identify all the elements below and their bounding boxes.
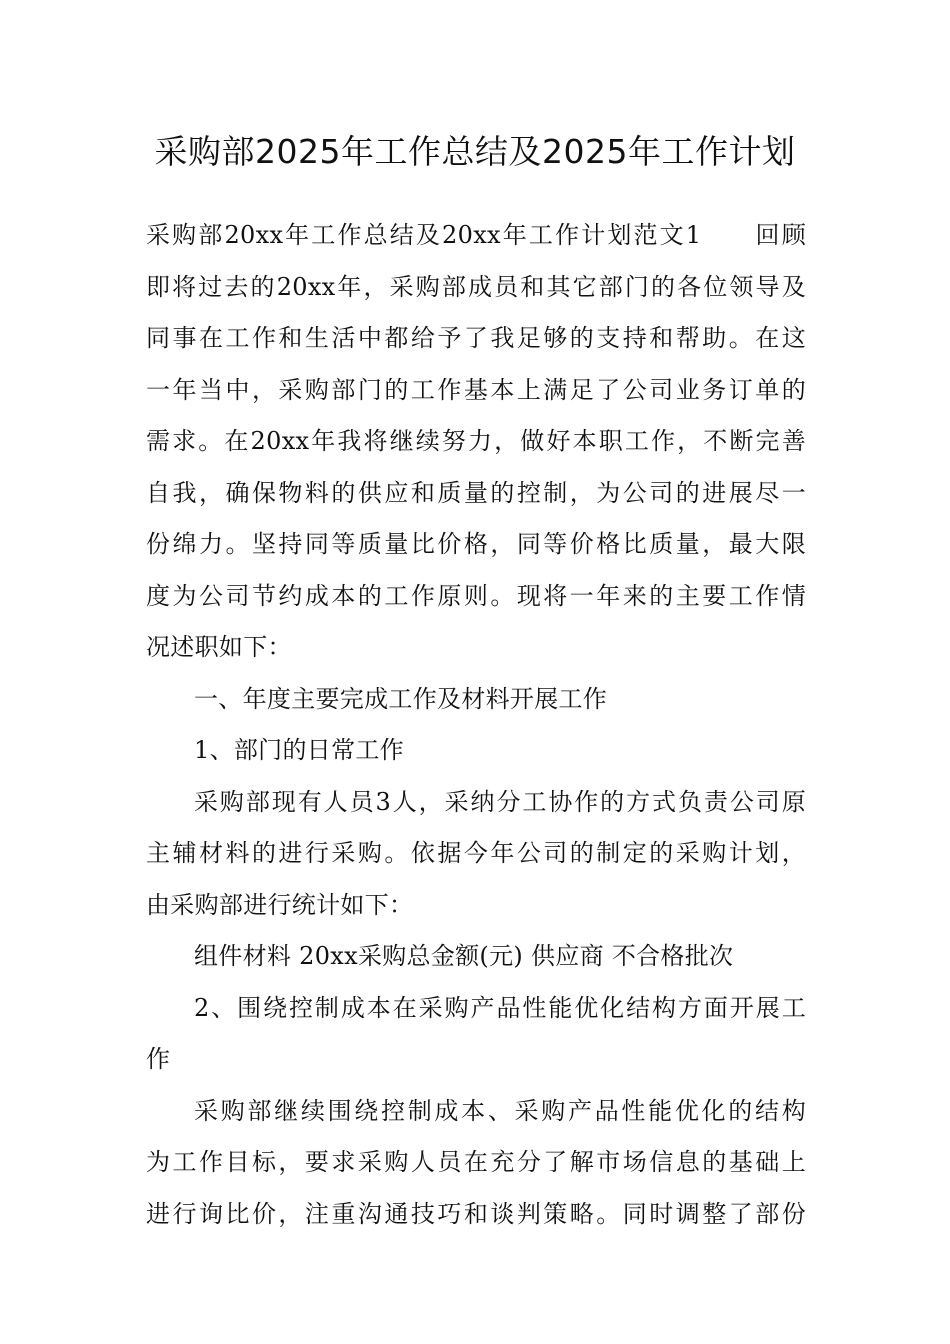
body-line: 同事在工作和生活中都给予了我足够的支持和帮助。在这	[146, 324, 806, 352]
body-line: 为工作目标，要求采购人员在充分了解市场信息的基础上	[146, 1148, 806, 1176]
body-line: 采购部20xx年工作总结及20xx年工作计划范文1 回顾	[146, 221, 806, 249]
document-body	[146, 210, 806, 1240]
body-line: 自我，确保物料的供应和质量的控制，为公司的进展尽一	[146, 478, 806, 507]
body-line: 度为公司节约成本的工作原则。现将一年来的主要工作情	[146, 581, 806, 610]
body-line: 采购部继续围绕控制成本、采购产品性能优化的结构	[194, 1096, 806, 1125]
body-line: 需求。在20xx年我将继续努力，做好本职工作，不断完善	[146, 427, 806, 455]
body-line: 采购部现有人员3人，采纳分工协作的方式负责公司原	[194, 787, 806, 816]
body-line: 况述职如下：	[146, 633, 292, 661]
body-line: 组件材料 20xx采购总金额(元) 供应商 不合格批次	[194, 942, 734, 970]
body-line: 进行询比价，注重沟通技巧和谈判策略。同时调整了部份	[146, 1199, 806, 1228]
body-line: 一、年度主要完成工作及材料开展工作	[194, 684, 608, 713]
body-line: 即将过去的20xx年，采购部成员和其它部门的各位领导及	[146, 272, 806, 301]
document-title: 采购部2025年工作总结及2025年工作计划	[154, 132, 796, 171]
body-line: 由采购部进行统计如下：	[146, 890, 414, 919]
body-line: 一年当中，采购部门的工作基本上满足了公司业务订单的	[146, 375, 806, 404]
body-line: 2、围绕控制成本在采购产品性能优化结构方面开展工	[194, 993, 806, 1022]
body-line: 1、部门的日常工作	[194, 736, 404, 764]
body-line: 作	[146, 1045, 171, 1073]
body-line: 份绵力。坚持同等质量比价格，同等价格比质量，最大限	[146, 530, 806, 558]
body-line: 主辅材料的进行采购。依据今年公司的制定的采购计划，	[146, 839, 806, 867]
